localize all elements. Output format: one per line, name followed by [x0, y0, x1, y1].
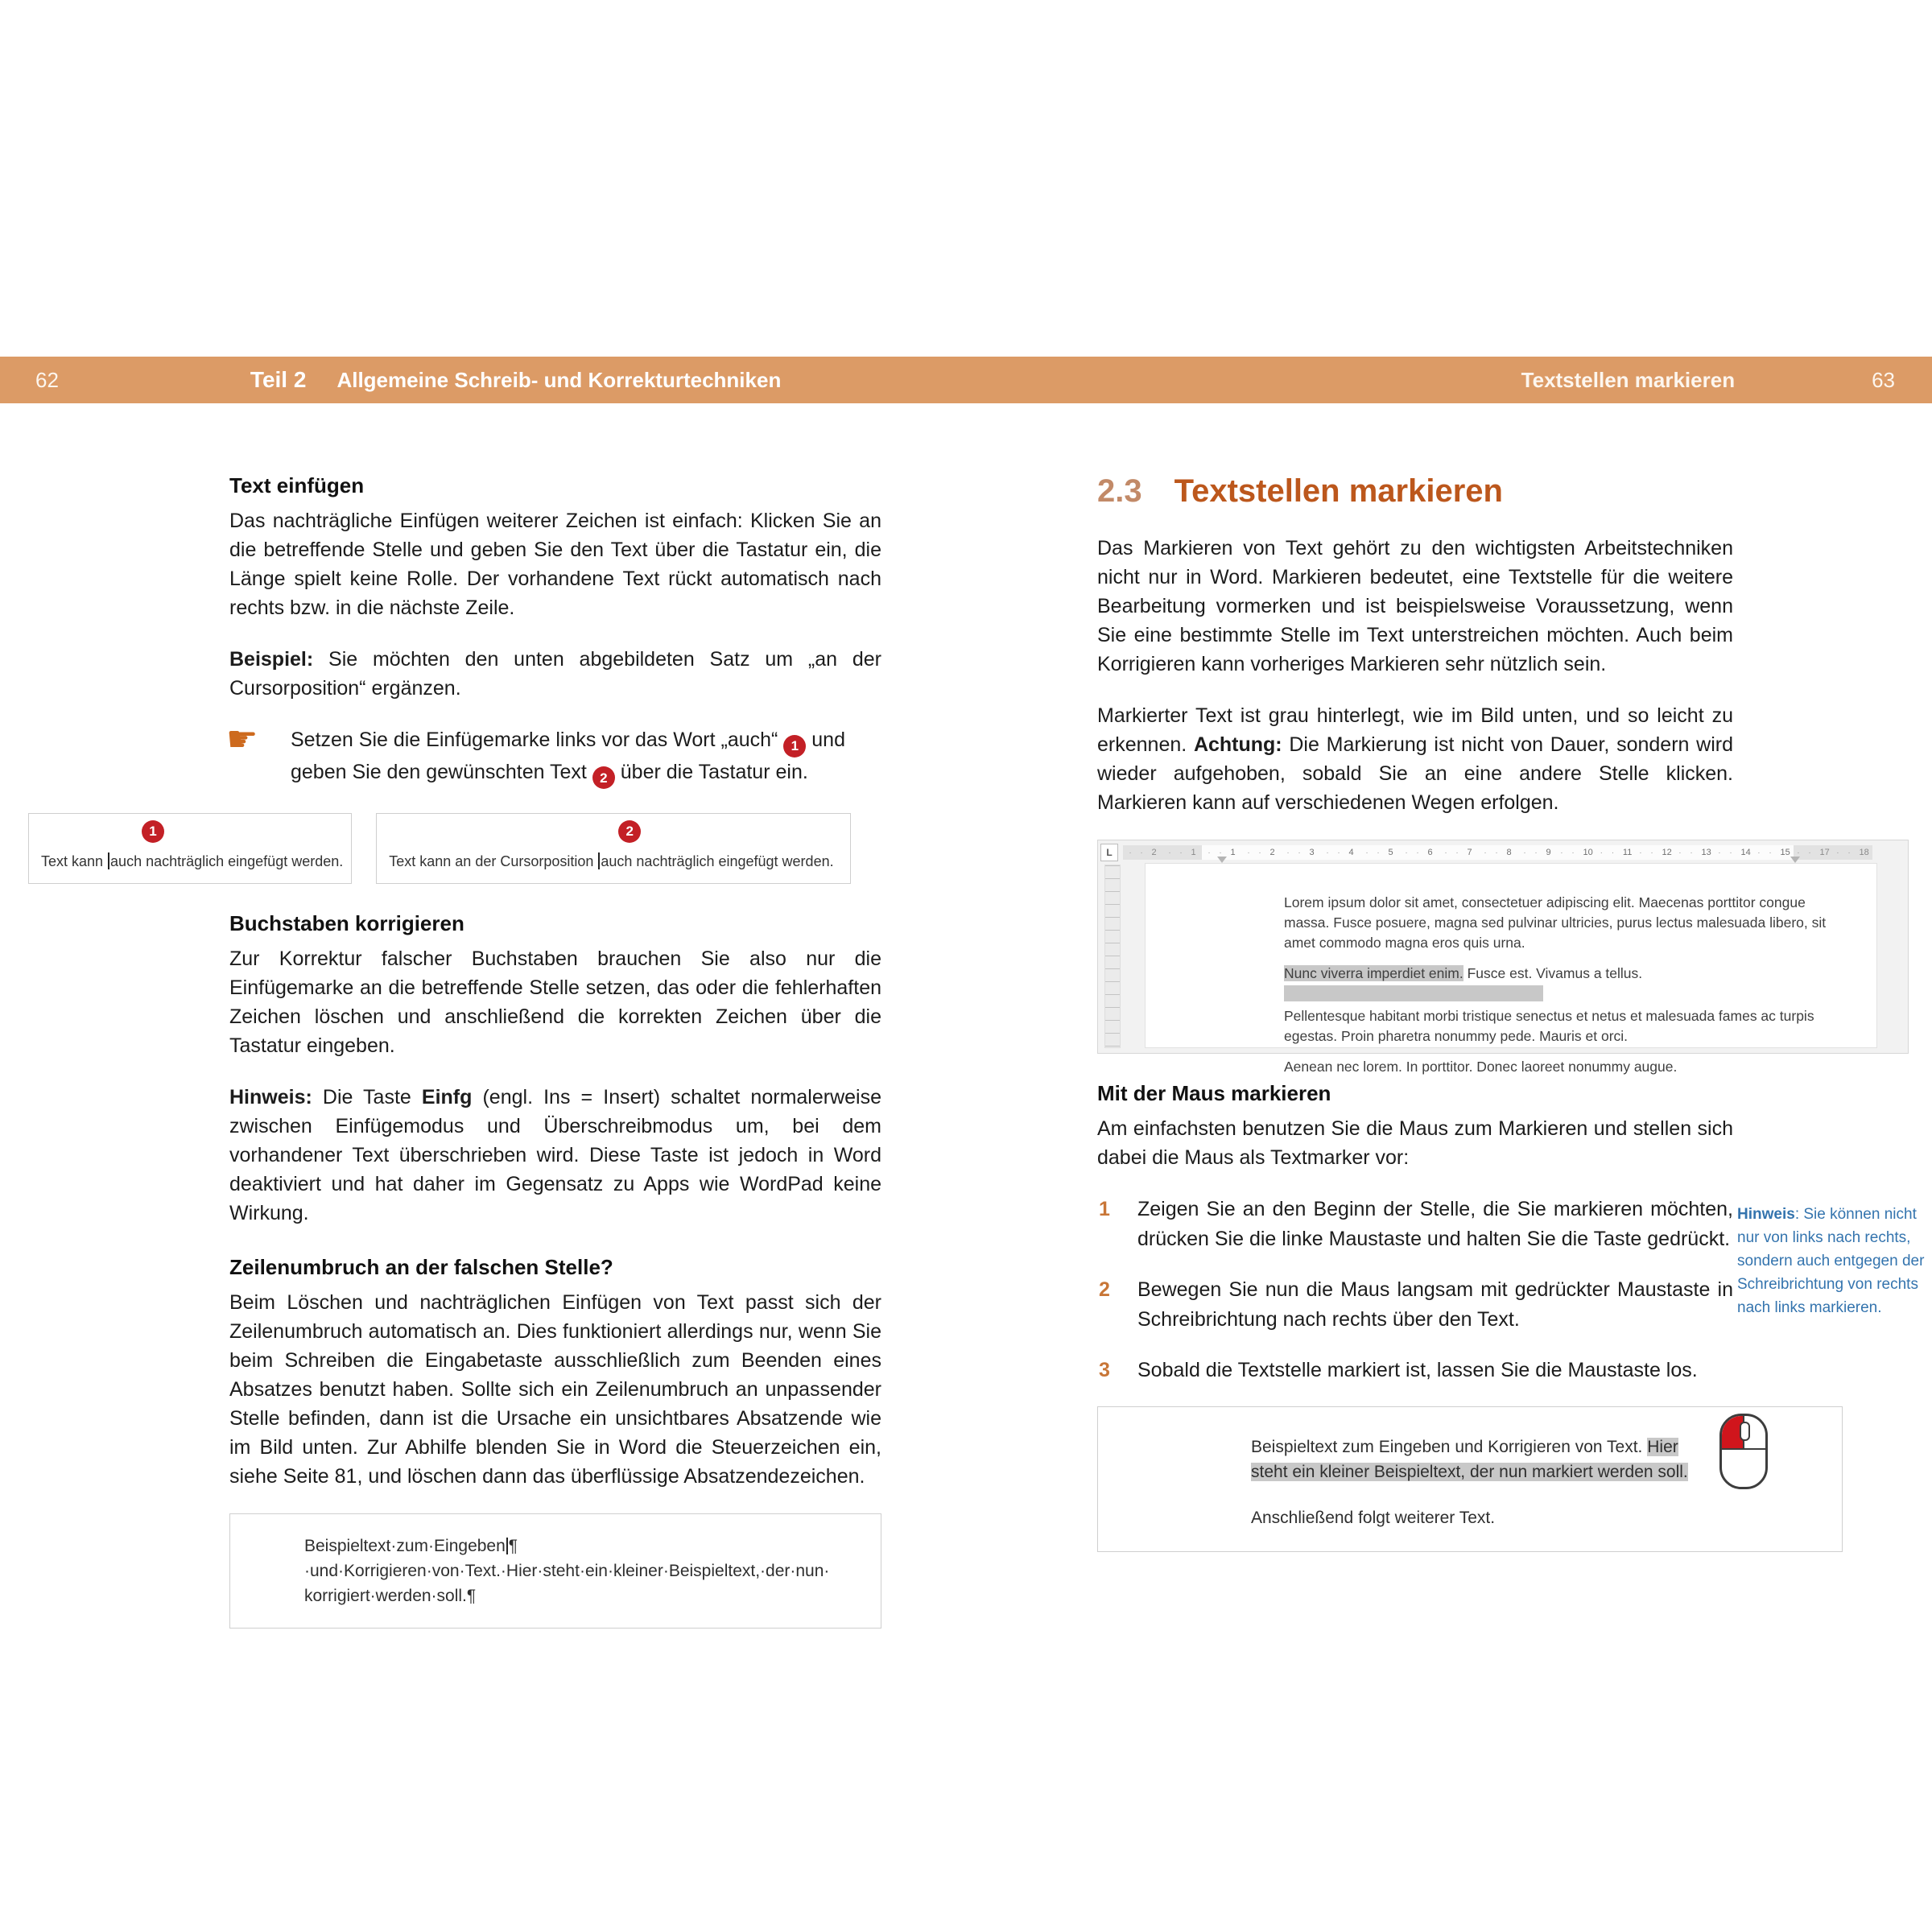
paragraph-example — [229, 645, 881, 703]
paragraph: Das nachträgliche Einfügen weiterer Zeichen ist einfach: Klicken Sie an die betreffende Stelle und geben Sie den Text über die Tastatur ein, die Länge spielt keine Rolle. Der vorhandene Text rückt automatisch nach rechts bzw. in die nächste Zeile. — [229, 510, 881, 619]
step-1 — [1097, 1195, 1733, 1254]
figure-badge-2: 2 — [618, 820, 641, 843]
right-page-number: 63 — [1872, 367, 1895, 392]
paragraph: Das Markieren von Text gehört zu den wichtigsten Arbeitstechniken nicht nur in Word. Markieren bedeutet, eine Textstelle für die weitere Bearbeitung vormerken und ist beispielsweise Voraussetzung, wenn Sie eine bestimmte Stelle im Text unterstreichen möchten. Auch beim Korrigieren kann vorheriges Markieren sehr nützlich sein. — [1097, 537, 1733, 675]
ruler-number: · · 11 — [1596, 848, 1636, 857]
ruler-number: · · 13 — [1675, 848, 1715, 857]
ruler-number: · · 6 — [1399, 848, 1439, 857]
hint-part2: (engl. Ins = Insert) schaltet normalerweise zwischen Einfügemodus und Überschreibmodus um, bei dem vorhandener Text überschrieben wird. Diese Taste ist jedoch in Word deaktiviert und hat daher im Gegensatz zu Apps wie WordPad keine Wirkung. — [229, 1086, 881, 1224]
figure2-text-after: auch nachträglich eingefügt werden. — [601, 853, 834, 869]
part-title: Allgemeine Schreib- und Korrekturtechniken — [336, 367, 782, 392]
instruction-text — [291, 725, 881, 789]
heading-buchstaben-korrigieren: Buchstaben korrigieren — [229, 911, 464, 935]
selection-continuation-bar — [1284, 985, 1543, 1001]
instruction-part2: und geben Sie den gewünschten Text — [291, 729, 845, 783]
ruler-number: · · 5 — [1360, 848, 1399, 857]
figure4-selected-text: Hier steht ein kleiner Beispieltext, der nun markiert werden soll. — [1251, 1438, 1688, 1481]
doc-paragraph-1: Lorem ipsum dolor sit amet, consectetuer adipiscing elit. Maecenas porttitor congue massa. Fusce posuere, magna sed pulvinar ultricies, purus lectus malesuada libero, sit amet commodo magna eros quis urna. — [1284, 894, 1827, 951]
figure1-text-after: auch nachträglich eingefügt werden. — [110, 853, 344, 869]
doc-paragraph-2 — [1284, 964, 1843, 984]
chapter-running-title: Textstellen markieren — [1521, 367, 1736, 392]
figure3-line1-text: Beispieltext·zum·Eingeben — [304, 1537, 506, 1555]
margin-note-text: : Sie können nicht nur von links nach rechts, sondern auch entgegen der Schreibrichtung von rechts nach links markieren. — [1737, 1206, 1925, 1316]
ruler-number: · · 8 — [1478, 848, 1517, 857]
ruler-number: · · 15 — [1754, 848, 1794, 857]
part-label: Teil 2 — [250, 367, 307, 392]
example-figure-2 — [376, 813, 851, 884]
indent-marker-left — [1217, 857, 1227, 863]
achtung-label: Achtung: — [1193, 733, 1282, 756]
paragraph-hint — [229, 1083, 881, 1228]
instruction-row — [226, 720, 881, 789]
step-2-number: 2 — [1099, 1278, 1110, 1301]
ruler-number: · · 1 — [1202, 848, 1241, 857]
step-2 — [1097, 1275, 1733, 1335]
figure3-line1 — [304, 1534, 865, 1558]
selected-text: Nunc viverra imperdiet enim. — [1284, 965, 1463, 981]
pilcrow-mark: ¶ — [508, 1537, 518, 1555]
text-cursor — [108, 852, 109, 869]
paragraph-intro: Am einfachsten benutzen Sie die Maus zum Markieren und stellen sich dabei die Maus als Textmarker vor: — [1097, 1117, 1733, 1169]
mouse-wheel — [1740, 1422, 1750, 1441]
pointing-hand-icon: ☛ — [226, 720, 258, 759]
figure-badge-1: 1 — [142, 820, 164, 843]
figure4-normal-text: Beispieltext zum Eingeben und Korrigieren von Text. — [1251, 1438, 1648, 1456]
step-2-text: Bewegen Sie nun die Maus langsam mit gedrückter Maustaste in Schreibrichtung nach rechts über den Text. — [1137, 1278, 1733, 1331]
ruler-text-area — [1202, 845, 1794, 860]
p2-part1: Markierter Text ist grau hinterlegt, wie im Bild unten, und so leicht zu erkennen. — [1097, 704, 1733, 756]
heading-mit-der-maus: Mit der Maus markieren — [1097, 1081, 1331, 1105]
selection-example-figure — [1097, 1406, 1843, 1552]
hint-part1: Die Taste — [312, 1086, 422, 1108]
step-3-text: Sobald die Textstelle markiert ist, lassen Sie die Maustaste los. — [1137, 1359, 1698, 1381]
doc-paragraph-3: Pellentesque habitant morbi tristique senectus et netus et malesuada fames ac turpis egestas. Proin pharetra nonummy pede. Mauris et orci. — [1284, 1008, 1814, 1044]
example-figure-1 — [28, 813, 352, 884]
figure4-paragraph2: Anschließend folgt weiterer Text. — [1251, 1509, 1496, 1527]
mouse-icon — [1719, 1414, 1768, 1489]
vertical-ruler — [1104, 865, 1121, 1048]
callout-badge-1: 1 — [783, 735, 806, 758]
doc-paragraph-4: Aenean nec lorem. In porttitor. Donec laoreet nonummy augue. — [1284, 1059, 1678, 1075]
ruler-right-margin — [1794, 845, 1872, 860]
ruler-number: · · 17 — [1794, 848, 1833, 857]
heading-text-einfuegen: Text einfügen — [229, 473, 365, 497]
tab-selector-icon: L — [1100, 844, 1118, 861]
instruction-part3: über die Tastatur ein. — [614, 760, 808, 783]
ruler-number: · · 2 — [1241, 848, 1281, 857]
ruler-number: · · 12 — [1636, 848, 1675, 857]
figure4-line — [1251, 1435, 1693, 1484]
example-label: Beispiel: — [229, 648, 314, 671]
margin-note — [1737, 1203, 1929, 1319]
heading-zeilenumbruch: Zeilenumbruch an der falschen Stelle? — [229, 1255, 613, 1279]
instruction-part1: Setzen Sie die Einfügemarke links vor das Wort „auch“ — [291, 729, 784, 751]
ruler-number: · · 10 — [1557, 848, 1596, 857]
figure2-text-before: Text kann an der Cursorposition — [389, 853, 598, 869]
indent-marker-right — [1790, 857, 1800, 863]
ruler-number: · · 4 — [1320, 848, 1360, 857]
paragraph: Beim Löschen und nachträglichen Einfügen von Text passt sich der Zeilenumbruch automatisch an. Dies funktioniert allerdings nur, wenn Sie beim Schreiben die Eingabetaste ausschließlich zum Beenden eines Absatzes benutzt haben. Sollte sich ein Zeilenumbruch an unpassender Stelle befinden, dann ist die Ursache ein unsichtbares Absatzende wie im Bild unten. Zur Abhilfe blenden Sie in Word die Steuerzeichen ein, siehe Seite 81, und löschen dann das überflüssige Absatzendezeichen. — [229, 1291, 881, 1488]
paragraph-achtung — [1097, 701, 1733, 817]
step-1-text: Zeigen Sie an den Beginn der Stelle, die Sie markieren möchten, drücken Sie die linke Maustaste und halten Sie die Taste gedrückt. — [1137, 1198, 1733, 1250]
ruler-left-margin — [1123, 845, 1202, 860]
step-1-number: 1 — [1099, 1198, 1110, 1220]
section-heading — [1097, 473, 1733, 510]
hint-label: Hinweis: — [229, 1086, 312, 1108]
ruler-number: · · 18 — [1833, 848, 1872, 857]
key-name-einfg: Einfg — [421, 1086, 473, 1108]
left-page-number: 62 — [35, 367, 59, 392]
figure1-text-before: Text kann — [41, 853, 108, 869]
page-header-bar — [0, 357, 1932, 403]
ruler-number: · · 9 — [1517, 848, 1557, 857]
figure3-line3: korrigiert·werden·soll.¶ — [304, 1587, 477, 1605]
ruler-number: · · 2 — [1123, 848, 1162, 857]
figure3-line2: ·und·Korrigieren·von·Text.·Hier·steht·ein·kleiner·Beispieltext,·der·nun· — [304, 1562, 830, 1580]
left-page — [41, 473, 881, 1629]
ruler-number: · · 7 — [1439, 848, 1478, 857]
mouse-body-divider — [1722, 1448, 1765, 1450]
section-number: 2.3 — [1097, 473, 1142, 509]
text-cursor — [506, 1538, 508, 1554]
ruler-number: · · 3 — [1281, 848, 1320, 857]
step-3-number: 3 — [1099, 1359, 1110, 1381]
paragraph: Zur Korrektur falscher Buchstaben brauchen Sie also nur die Einfügemarke an die betreffende Stelle setzen, das oder die fehlerhaften Zeichen löschen und anschließend die korrekten Zeichen über die Tastatur eingeben. — [229, 947, 881, 1057]
step-3 — [1097, 1356, 1733, 1385]
example-text: Sie möchten den unten abgebildeten Satz um „an der Cursorposition“ ergänzen. — [229, 648, 881, 700]
ruler-number: · · 14 — [1715, 848, 1754, 857]
p2-part2: Die Markierung ist nicht von Dauer, sondern wird wieder aufgehoben, sobald Sie an eine andere Stelle klicken. Markieren kann auf verschiedenen Wegen erfolgen. — [1097, 733, 1733, 814]
margin-note-label: Hinweis — [1737, 1206, 1795, 1223]
callout-badge-2: 2 — [592, 766, 615, 789]
doc-paragraph-2-rest: Fusce est. Vivamus a tellus. — [1463, 965, 1643, 981]
example-figure-row — [28, 813, 851, 884]
ruler-number: · · 1 — [1162, 848, 1202, 857]
paragraph-mark-figure — [229, 1513, 881, 1629]
section-title: Textstellen markieren — [1174, 473, 1503, 509]
document-area — [1145, 863, 1877, 1075]
word-screenshot — [1097, 840, 1909, 1075]
